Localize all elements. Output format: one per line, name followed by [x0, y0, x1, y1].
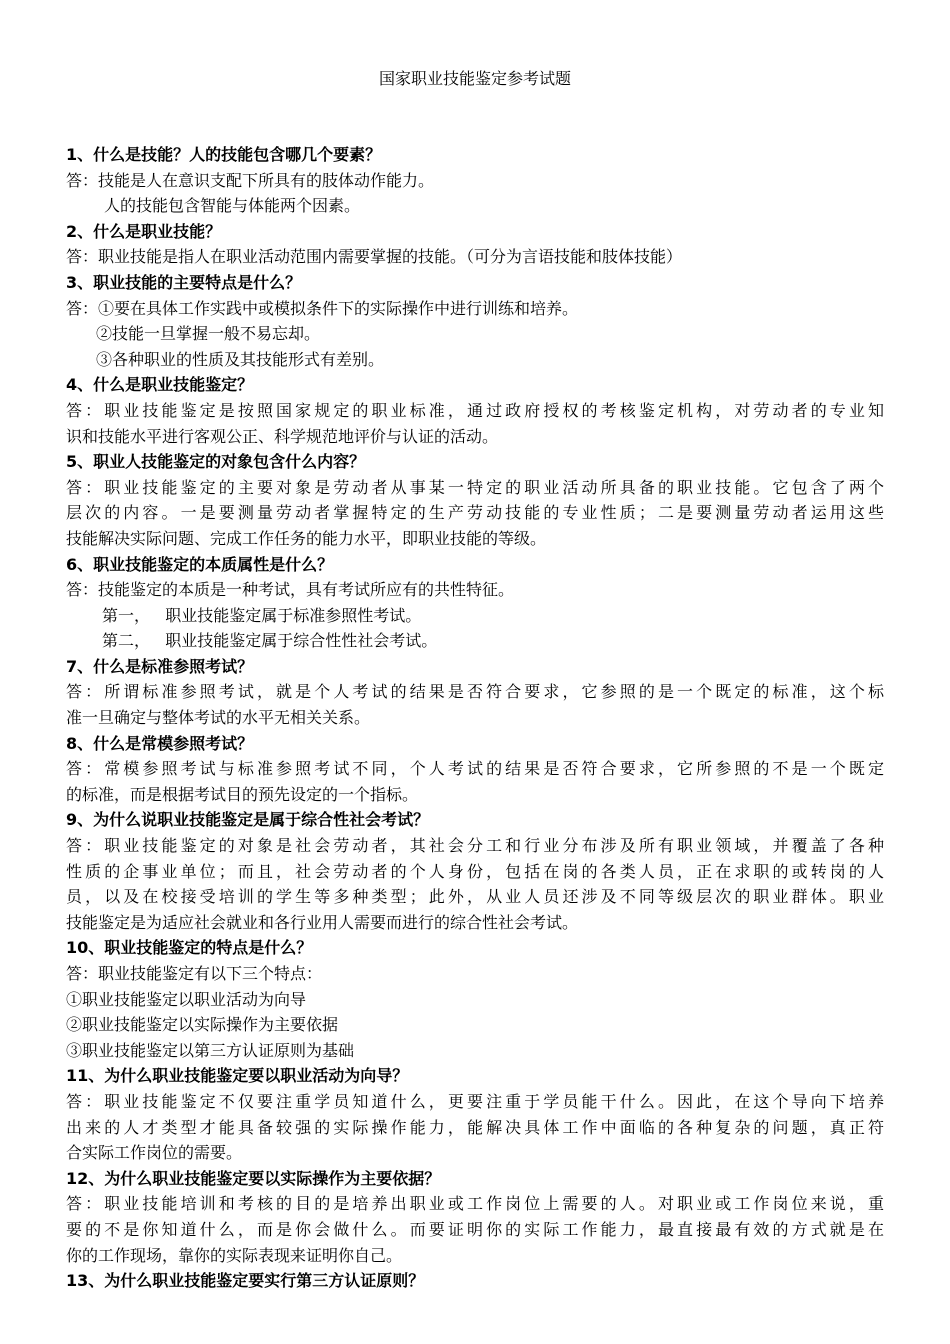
- answer-line: ③各种职业的性质及其技能形式有差别。: [96, 349, 385, 369]
- answer-line: 答：职业技能培训和考核的目的是培养出职业或工作岗位上需要的人。对职业或工作岗位来说，重: [66, 1194, 884, 1214]
- document-body: [66, 142, 884, 1294]
- answer-line: 答：所谓标准参照考试，就是个人考试的结果是否符合要求，它参照的是一个既定的标准，这个标: [66, 682, 884, 702]
- question-13: 13、为什么职业技能鉴定要实行第三方认证原则？: [66, 1271, 425, 1291]
- question-9: 9、为什么说职业技能鉴定是属于综合性社会考试？: [66, 810, 430, 830]
- answer-line: 你的工作现场，靠你的实际表现来证明你自己。: [66, 1245, 403, 1265]
- answer-line: 性质的企事业单位；而且，社会劳动者的个人身份，包括在岗的各类人员，正在求职的或转岗的人: [66, 861, 884, 881]
- answer-line: 合实际工作岗位的需要。: [66, 1143, 243, 1163]
- page-title: 国家职业技能鉴定参考试题: [378, 69, 571, 88]
- answer-line: 第二， 职业技能鉴定属于综合性性社会考试。: [102, 631, 438, 651]
- answer-line: 答：职业技能鉴定的主要对象是劳动者从事某一特定的职业活动所具备的职业技能。它包含了两个: [66, 477, 884, 497]
- answer-line: ③职业技能鉴定以第三方认证原则为基础: [66, 1040, 355, 1060]
- answer-line: 人的技能包含智能与体能两个因素。: [104, 196, 361, 216]
- question-8: 8、什么是常模参照考试？: [66, 733, 254, 753]
- answer-line: 答：职业技能是指人在职业活动范围内需要掌握的技能。（可分为言语技能和肢体技能）: [66, 247, 683, 267]
- answer-line: 答：①要在具体工作实践中或模拟条件下的实际操作中进行训练和培养。: [66, 298, 579, 318]
- question-6: 6、职业技能鉴定的本质属性是什么？: [66, 554, 334, 574]
- answer-line: ①职业技能鉴定以职业活动为向导: [66, 989, 307, 1009]
- question-2: 2、什么是职业技能？: [66, 221, 222, 241]
- answer-line: 技能解决实际问题、完成工作任务的能力水平，即职业技能的等级。: [66, 528, 547, 548]
- question-7: 7、什么是标准参照考试？: [66, 656, 254, 676]
- question-10: 10、职业技能鉴定的特点是什么？: [66, 938, 313, 958]
- question-3: 3、职业技能的主要特点是什么？: [66, 272, 302, 292]
- answer-line: 答：职业技能鉴定不仅要注重学员知道什么，更要注重于学员能干什么。因此，在这个导向下培养: [66, 1091, 884, 1111]
- answer-line: 准一旦确定与整体考试的水平无相关关系。: [66, 708, 371, 728]
- answer-line: 技能鉴定是为适应社会就业和各行业用人需要而进行的综合性社会考试。: [66, 912, 579, 932]
- answer-line: 答：常模参照考试与标准参照考试不同，个人考试的结果是否符合要求，它所参照的不是一个既定: [66, 759, 884, 779]
- answer-line: 答：职业技能鉴定的对象是社会劳动者，其社会分工和行业分布涉及所有职业领域，并覆盖了各种: [66, 836, 884, 856]
- answer-line: 答：技能鉴定的本质是一种考试，具有考试所应有的共性特征。: [66, 580, 515, 600]
- answer-line: 出来的人才类型才能具备较强的实际操作能力，能解决具体工作中面临的各种复杂的问题，真正符: [66, 1117, 884, 1137]
- question-1: 1、什么是技能？人的技能包含哪几个要素？: [66, 145, 382, 164]
- question-12: 12、为什么职业技能鉴定要以实际操作为主要依据？: [66, 1168, 441, 1188]
- question-5: 5、职业人技能鉴定的对象包含什么内容？: [66, 452, 366, 472]
- question-11: 11、为什么职业技能鉴定要以职业活动为向导？: [66, 1066, 409, 1086]
- answer-line: 答：职业技能鉴定有以下三个特点：: [66, 964, 323, 983]
- question-4: 4、什么是职业技能鉴定？: [66, 375, 254, 395]
- answer-line: 第一， 职业技能鉴定属于标准参照性考试。: [102, 605, 422, 625]
- answer-line: 答：职业技能鉴定是按照国家规定的职业标准，通过政府授权的考核鉴定机构，对劳动者的专业知: [66, 400, 884, 420]
- answer-line: 答：技能是人在意识支配下所具有的肢体动作能力。: [66, 170, 435, 190]
- answer-line: 层次的内容。一是要测量劳动者掌握特定的生产劳动技能的专业性质；二是要测量劳动者运用这些: [66, 503, 884, 523]
- answer-line: 要的不是你知道什么，而是你会做什么。而要证明你的实际工作能力，最直接最有效的方式就是在: [66, 1219, 884, 1239]
- answer-line: 员，以及在校接受培训的学生等多种类型；此外，从业人员还涉及不同等级层次的职业群体。职业: [66, 887, 884, 907]
- answer-line: ②职业技能鉴定以实际操作为主要依据: [66, 1015, 339, 1035]
- answer-line: 识和技能水平进行客观公正、科学规范地评价与认证的活动。: [66, 426, 499, 446]
- answer-line: ②技能一旦掌握一般不易忘却。: [96, 324, 321, 344]
- answer-line: 的标准，而是根据考试目的预先设定的一个指标。: [66, 784, 419, 804]
